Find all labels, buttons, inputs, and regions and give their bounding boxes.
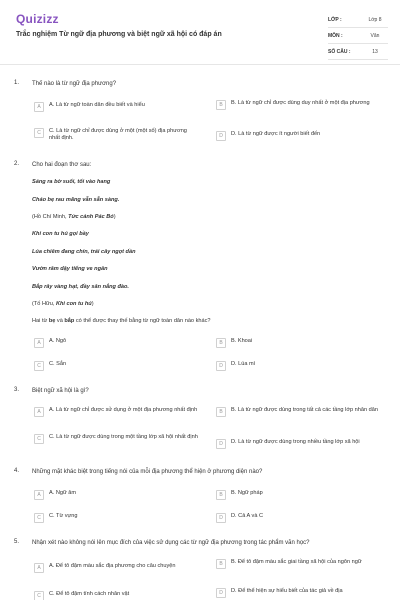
option-d[interactable] <box>216 588 400 598</box>
option-text: B. Để tô đậm màu sắc giai tầng xã hội của ngôn ngữ <box>231 559 362 565</box>
option-text: D. Để thể hiện sự hiểu biết của tác giả về địa <box>231 588 343 594</box>
option-text: D. Là từ ngữ được ít người biết đến <box>231 131 321 137</box>
option-text: A. Là từ ngữ chỉ được sử dụng ở một địa phương nhất định <box>49 407 198 413</box>
meta-row-subject <box>328 28 388 44</box>
meta-row-count <box>328 44 388 60</box>
option-a[interactable] <box>34 490 199 500</box>
option-letter: A <box>34 102 44 112</box>
q-part: và <box>55 318 65 324</box>
option-b[interactable] <box>216 407 381 417</box>
source-work: Khi con tu hú <box>55 301 92 307</box>
q-part: có thể được thay thế bằng từ ngữ toàn dân nào khác? <box>74 318 211 324</box>
option-letter: B <box>216 559 226 569</box>
poem-line: Bắp rây vàng hạt, đầy sân nắng đào. <box>32 284 129 290</box>
option-letter: A <box>34 338 44 348</box>
option-letter: C <box>34 128 44 138</box>
question-3 <box>14 387 394 457</box>
meta-label: SỐ CÂU : <box>328 48 351 55</box>
poem-line: Vườn râm dậy tiếng ve ngân <box>32 266 108 272</box>
option-text: C. Là từ ngữ được dùng trong một tầng lớp xã hội nhất định <box>49 434 198 440</box>
question-text: Biệt ngữ xã hội là gì? <box>32 388 89 394</box>
option-d[interactable] <box>216 439 400 449</box>
option-letter: D <box>216 513 226 523</box>
source-close: ) <box>113 214 116 220</box>
option-text: B. Khoai <box>231 338 253 344</box>
question-5 <box>14 539 394 600</box>
option-text: B. Là từ ngữ chỉ được dùng duy nhất ở một địa phương <box>231 100 370 106</box>
worksheet-header <box>0 0 400 65</box>
option-text: D. Lúa mì <box>231 361 256 367</box>
option-text: C. Từ vựng <box>49 513 78 519</box>
option-text: B. Là từ ngữ được dùng trong tất cả các tầng lớp nhân dân <box>231 407 379 413</box>
option-letter: C <box>34 434 44 444</box>
option-text: C. Để tô đậm tính cách nhân vật <box>49 591 130 597</box>
source-close: ) <box>91 301 94 307</box>
poem-source-2 <box>32 301 94 307</box>
option-text: C. Là từ ngữ chỉ được dùng ở một (một số) địa phương nhất định. <box>49 128 187 141</box>
option-letter: D <box>216 131 226 141</box>
question-text: Thế nào là từ ngữ địa phương? <box>32 81 117 87</box>
meta-box <box>328 12 388 60</box>
question-number: 5. <box>14 539 20 545</box>
worksheet-title: Trắc nghiệm Từ ngữ địa phương và biệt ngữ xã hội có đáp án <box>16 31 222 38</box>
option-c[interactable] <box>34 128 199 142</box>
question-intro: Cho hai đoạn thơ sau: <box>32 162 92 168</box>
meta-value: Văn <box>370 32 380 39</box>
poem-line: Lúa chiêm đang chín, trái cây ngọt dần <box>32 249 136 255</box>
option-text: A. Để tô đậm màu sắc địa phương cho câu chuyện <box>49 563 176 569</box>
option-a[interactable] <box>34 102 199 112</box>
q-part: Hai từ <box>32 318 49 324</box>
option-b[interactable] <box>216 559 381 569</box>
meta-value: 13 <box>372 48 378 55</box>
option-text: D. Là từ ngữ được dùng trong nhiều tầng lớp xã hội <box>231 439 360 445</box>
question-number: 1. <box>14 80 20 86</box>
option-letter: B <box>216 490 226 500</box>
option-letter: D <box>216 439 226 449</box>
option-c[interactable] <box>34 591 199 600</box>
option-a[interactable] <box>34 338 199 348</box>
source-author: (Hồ Chí Minh, <box>32 214 69 220</box>
option-letter: C <box>34 591 44 600</box>
option-letter: B <box>216 407 226 417</box>
option-d[interactable] <box>216 131 381 141</box>
source-author: (Tố Hữu, <box>32 301 56 307</box>
option-text: A. Ngữ âm <box>49 490 77 496</box>
option-letter: D <box>216 588 226 598</box>
question-1 <box>14 80 394 150</box>
option-letter: C <box>34 513 44 523</box>
question-text <box>32 318 211 324</box>
option-a[interactable] <box>34 407 199 417</box>
option-letter: B <box>216 100 226 110</box>
meta-value: Lớp 8 <box>368 16 382 23</box>
option-text: C. Sắn <box>49 361 67 367</box>
option-b[interactable] <box>216 338 381 348</box>
meta-row-class <box>328 12 388 28</box>
option-letter: B <box>216 338 226 348</box>
question-text: Nhận xét nào không nói lên mục đích của việc sử dụng các từ ngữ địa phương trong tác phẩm văn học? <box>32 540 310 546</box>
option-b[interactable] <box>216 100 381 110</box>
option-d[interactable] <box>216 361 381 371</box>
poem-line: Khi con tu hú gọi bầy <box>32 231 89 237</box>
question-number: 2. <box>14 161 20 167</box>
option-text: B. Ngữ pháp <box>231 490 263 496</box>
question-2-options <box>14 336 394 376</box>
source-work: Tức cảnh Pác Bó <box>68 214 114 220</box>
quizizz-logo: Quizizz <box>16 12 59 26</box>
option-c[interactable] <box>34 434 199 444</box>
option-text: A. Là từ ngữ toàn dân đều biết và hiểu <box>49 102 145 108</box>
q-part-bold: bẹ <box>48 318 56 324</box>
option-text: D. Cả A và C <box>231 513 264 519</box>
option-b[interactable] <box>216 490 381 500</box>
question-number: 4. <box>14 468 20 474</box>
meta-label: MÔN : <box>328 32 343 39</box>
option-c[interactable] <box>34 361 199 371</box>
option-d[interactable] <box>216 513 381 523</box>
option-letter: A <box>34 407 44 417</box>
option-letter: A <box>34 490 44 500</box>
poem-line: Cháo bẹ rau măng vẫn sẵn sàng. <box>32 197 120 203</box>
question-number: 3. <box>14 387 20 393</box>
q-part-bold: bắp <box>64 318 75 324</box>
option-text: A. Ngô <box>49 338 67 344</box>
question-4 <box>14 468 394 528</box>
option-letter: A <box>34 563 44 573</box>
option-letter: C <box>34 361 44 371</box>
question-text: Những mặt khác biệt trong tiếng nói của mỗi địa phương thể hiện ở phương diện nào? <box>32 469 263 475</box>
poem-line: Sáng ra bờ suối, tối vào hang <box>32 179 111 185</box>
poem-source-1 <box>32 214 116 220</box>
option-a[interactable] <box>34 563 209 573</box>
option-letter: D <box>216 361 226 371</box>
option-c[interactable] <box>34 513 199 523</box>
meta-label: LỚP : <box>328 16 342 23</box>
